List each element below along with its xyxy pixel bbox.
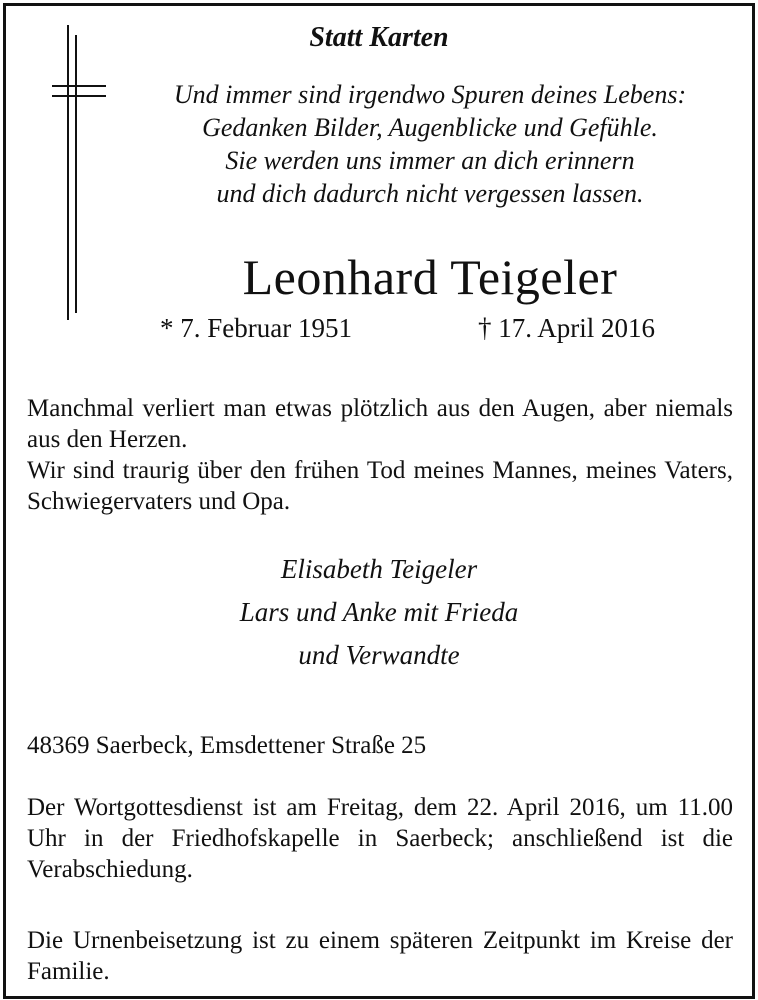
service-info: Der Wortgottesdienst ist am Freitag, dem 22. April 2016, um 11.00 Uhr in der Friedhofskapelle in Saerbeck; anschließend ist die Verabschiedung. [27, 794, 733, 883]
message-paragraph [27, 393, 733, 517]
burial-info: Die Urnenbeisetzung ist zu einem späteren Zeitpunkt im Kreise der Familie. [27, 927, 733, 985]
death-date: † 17. April 2016 [478, 313, 656, 343]
poem-line: Und immer sind irgendwo Spuren deines Lebens: [173, 80, 687, 109]
mourner: und Verwandte [298, 640, 460, 670]
message-line: Wir sind traurig über den frühen Tod meines Mannes, meines Vaters, Schwiegervaters und Opa. [27, 457, 733, 515]
address: 48369 Saerbeck, Emsdettener Straße 25 [27, 732, 427, 759]
message-line: Manchmal verliert man etwas plötzlich aus den Augen, aber niemals aus den Herzen. [27, 395, 733, 453]
header-title: Statt Karten [309, 22, 449, 53]
cross-icon [50, 25, 110, 320]
poem-line: und dich dadurch nicht vergessen lassen. [216, 179, 644, 208]
poem-line: Gedanken Bilder, Augenblicke und Gefühle. [202, 113, 658, 142]
poem [120, 78, 740, 210]
poem-line: Sie werden uns immer an dich erinnern [225, 146, 635, 175]
deceased-name: Leonhard Teigeler [242, 249, 618, 305]
mourner: Elisabeth Teigeler [280, 554, 478, 584]
birth-date: * 7. Februar 1951 [160, 313, 352, 343]
mourner: Lars und Anke mit Frieda [239, 597, 519, 627]
mourners-list [0, 548, 758, 677]
